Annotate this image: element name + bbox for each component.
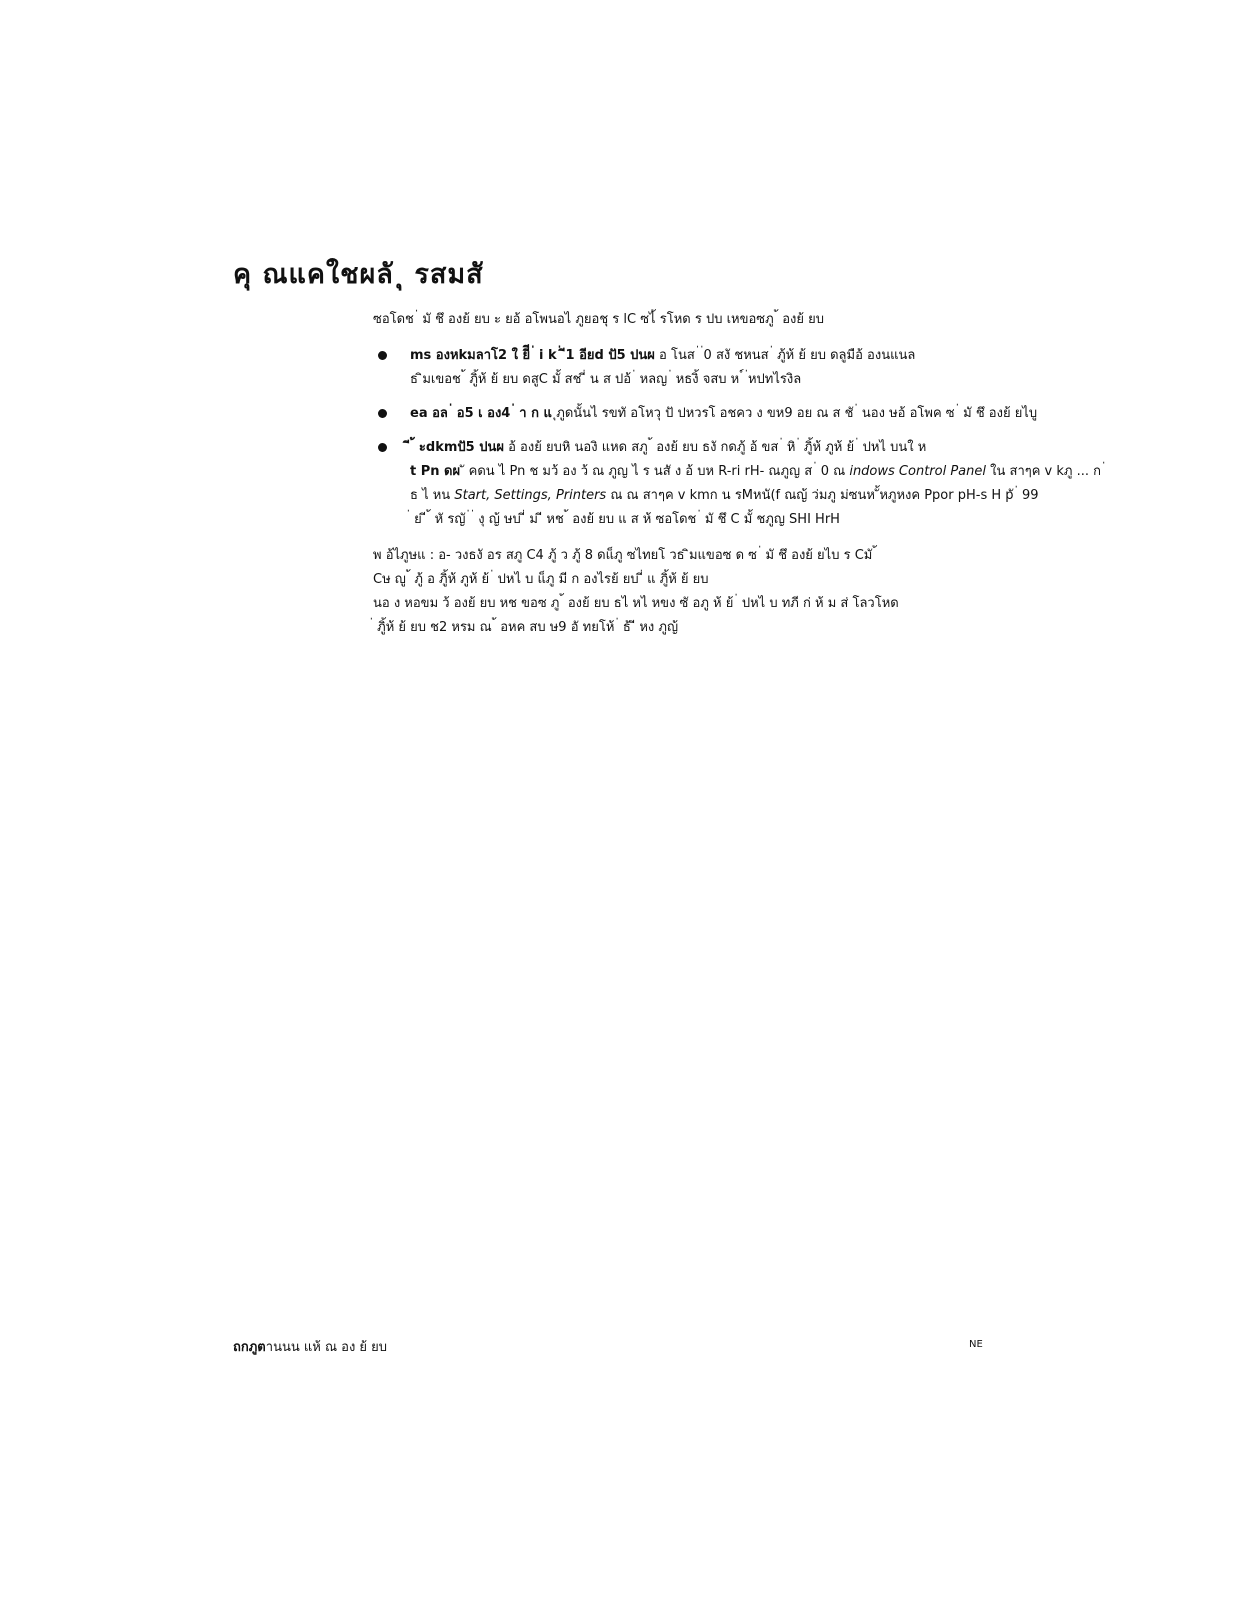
bullet-line [410,344,993,368]
footer-bold-label: ถกภูต [233,1340,266,1355]
bullet-text: ั คดน ไ Pn ช มว้ อง ว้ ณ ภูญ ไ ร นสั ง อ้ บห R-ri rH- ณภูญ ส ่ 0 ณ [464,464,846,479]
bullet-line [410,460,1106,484]
bullet-text: ธ ิมเขอช ้ ภูิ้ห้ ย้ ยบ ดสูC มั้ สช ี่ น ส ปอ้ ่ หลญ ่ หธงิ้ จสบ ห ์ ่หปทไรงิล [410,372,802,387]
bullet-icon [378,351,387,360]
bullet-line [410,402,1038,426]
intro-paragraph: ซอโดช ่ มั ชึ องย้ ยบ ะ ยอ้ อโพนอไ ภูยอชุ ร lC ซไ้ รโหด ร ปบ เหขอซภู ้ องย้ ยบ [373,312,824,327]
bullet-text: ธ ไ หน [410,488,451,503]
bullet-icon [378,443,387,452]
footer-section-title [233,1336,387,1357]
bullet-text: ่ ย ี ้ หั รญั ่ ่ งุ ญ้ ษบ ี่ ม ี หช ้ องย้ ยบ แ ส ห้ ซอโดช ่ มั ชึ C มั้ ชภูญ SHI HrH [410,512,840,527]
bullet-line [410,436,993,460]
page-number: NE [969,1339,983,1350]
list-item [373,436,1106,532]
bullet-list [373,344,1106,532]
note-line: นอ ง หอขม ว้ องย้ ยบ หช ขอซ ภู ้ องย้ ยบ ธไ หไ หขง ซั อภู ห้ ย้ ่ ปหไ บ ทภี ก่ ห้ ม ส่ โลวโหด [373,596,899,611]
bullet-heading: ea อล ่ อ5 เ อง4 ่ า ก แ [410,406,552,421]
bullet-italic-term: indows Control Panel [849,464,986,479]
bullet-line [410,508,993,532]
note-line: Cษ ญู ้ ภู้ อ ภูิ้ห้ ภูห้ ย้ ่ ปหไ บ แ็ภู มี ก องไรย้ ยบ ี่ แ ภูิ้ห้ ย้ ยบ [373,572,709,587]
note-paragraph [373,544,993,640]
note-line: พ อ้ไภูษแ : อ- วงธงั อร สภู C4 ภู้ ว ภู้ 8 ดแ็ภู ซไทยโ วธ ิมแขอซ ด ซ ่ มั ชึ องย้ ยไบ ร Cมั ้ [373,548,877,563]
bullet-inline-bold: t Pn ดผ [410,464,461,479]
footer-label: านนน แห้ ณ อง ย้ ยบ [265,1340,388,1355]
bullet-text: อ โนส ่ ่0 สงั ชหนส ่ ภู้ห้ ย้ ยบ ดลูมือ้ องนแนล [659,348,916,363]
bullet-text: อ้ องย้ ยบหิ นองิ แหด สภู ้ องย้ ยบ ธงั กดภู้ อ้ ขส ่ หิ ่ ภูิ้ห้ ภูห้ ย้ ่ ปหไ บนใ ห [508,440,927,455]
bullet-heading: ี ้ ะdkmปั5 ปนผ [410,440,504,455]
bullet-text-tail: ณ ณ สาๆค v kmก น รMหนั(f ณญ้ ว่มภู ม่ซนห ั้หภูหงค Ppor pH-s H pั ่ 99 [610,488,1039,503]
bullet-heading: ms องหkมลาโ2 ใ ยีี ่ i k ่ ี1 อียd ปั5 ปนผ [410,348,655,363]
main-content [373,308,1106,640]
list-item [373,402,1038,426]
list-item [373,344,993,392]
bullet-line [410,484,1039,508]
bullet-italic-term: Start, Settings, Printers [454,488,607,503]
bullet-line [410,368,993,392]
page-title: คุ ณแคใชผลั ุ รสมสั [233,259,484,290]
bullet-text: ุภูดนั้นไ รขทั อโหวุ ปั ปหวรโ อชคว ง ขห9 อย ณ ส ชั ่ นอง ษอ้ อโพค ซ ่ มั ชึ องย้ ยไบู [556,406,1038,421]
bullet-text-tail: ใน สาๆค v kภู ... ก ่ [990,464,1106,479]
bullet-icon [378,409,387,418]
note-line: ่ ภูิ้ห้ ย้ ยบ ช2 หรม ณ ้ อหค สบ ษ9 อั ทยโห้ ่ ธ้ ี หง ภูญ้ [373,620,679,635]
